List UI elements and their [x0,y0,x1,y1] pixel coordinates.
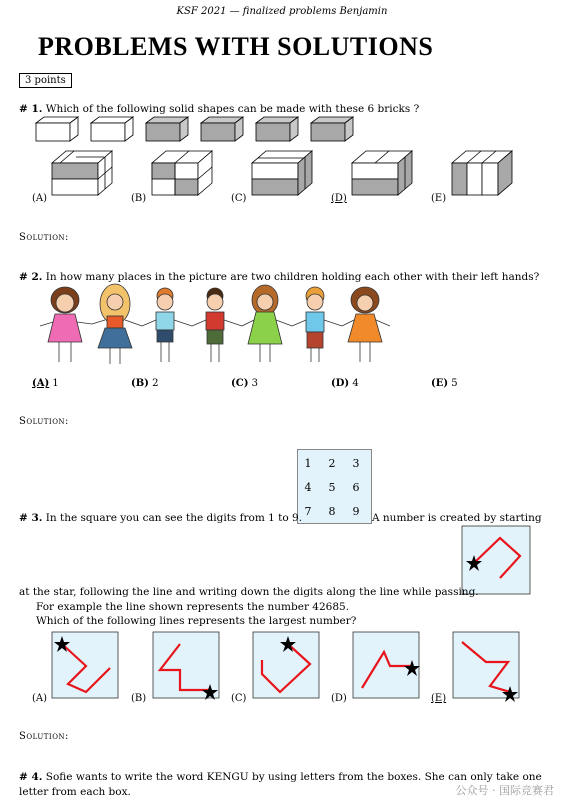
brick-gray-2 [201,117,243,141]
q2-option-c-label: (C) [231,378,249,389]
q3-question [19,512,302,524]
q3-digit-grid [297,449,372,524]
brick-white-1 [36,117,78,141]
digit-1: 1 [304,457,312,470]
q1-number: # 1. [19,103,43,115]
q4-text-2: letter from each box. [19,786,131,798]
q3-option-a[interactable]: (A) [32,693,48,704]
q3-panel-b [153,632,219,700]
q2-option-b-label: (B) [131,378,149,389]
child-2 [92,284,142,364]
page-header: KSF 2021 — finalized problems Benjamin [176,6,388,17]
q2-option-d-value: 4 [352,378,359,389]
digit-2: 2 [328,457,336,470]
watermark: 公众号 · 国际竞赛君 [455,784,554,797]
q2-option-c-value: 3 [251,378,258,389]
q1-option-b[interactable]: (B) [131,193,147,204]
q2-children-picture [30,282,430,372]
q1-bricks-figure [0,113,564,203]
q3-option-d[interactable]: (D) [331,693,347,704]
q2-solution-label: Solution: [19,416,69,427]
q2-option-e-label: (E) [431,378,449,389]
q1-solution-label: Solution: [19,232,69,243]
q3-solution-label: Solution: [19,731,69,742]
shape-e [452,151,512,195]
shape-a [52,151,112,195]
digit-6: 6 [352,481,360,494]
q2-option-d[interactable] [331,378,359,389]
q2-option-e[interactable] [431,378,458,389]
q3-option-e[interactable]: (E) [431,693,447,704]
q1-option-d[interactable]: (D) [331,193,347,204]
q3-panel-c [253,632,319,698]
brick-gray-3 [256,117,298,141]
q3-option-b[interactable]: (B) [131,693,147,704]
q1-option-c[interactable]: (C) [231,193,247,204]
q2-number: # 2. [19,271,43,283]
q2-text: In how many places in the picture are two children holding each other with their left hands? [45,271,540,283]
q3-text-5: Which of the following lines represents the largest number? [36,615,357,627]
brick-white-2 [91,117,133,141]
child-6 [292,287,342,362]
shape-d [352,151,412,195]
child-1 [40,287,92,362]
q2-option-a-label: (A) [32,378,50,389]
digit-8: 8 [328,505,336,518]
q1-text: Which of the following solid shapes can be made with these 6 bricks ? [45,103,420,115]
q3-option-c[interactable]: (C) [231,693,247,704]
q2-option-d-label: (D) [331,378,350,389]
digit-5: 5 [328,481,336,494]
child-5 [242,285,292,362]
page-title: PROBLEMS WITH SOLUTIONS [38,32,434,61]
q3-panel-e [453,632,519,702]
digit-7: 7 [304,505,312,518]
q3-text-2: A number is created by starting [372,512,542,524]
child-3 [142,288,192,362]
q4-text-1: Sofie wants to write the word KENGU by using letters from the boxes. She can only take one [45,771,542,783]
q3-text-1: In the square you can see the digits from 1 to 9. [45,512,303,524]
q3-options-figure [40,632,560,707]
q2-option-b-value: 2 [152,378,159,389]
q4-number: # 4. [19,771,43,783]
q2-option-c[interactable] [231,378,258,389]
shape-c [252,151,312,195]
shape-b [152,151,212,195]
q2-option-a[interactable] [32,378,59,389]
q3-text-4: For example the line shown represents the number 42685. [36,601,350,613]
q3-number: # 3. [19,512,43,524]
q3-panel-d [353,632,420,698]
child-4 [192,288,242,362]
digit-4: 4 [304,481,312,494]
q2-option-e-value: 5 [451,378,458,389]
digit-3: 3 [352,457,360,470]
q3-panel-a [52,632,118,698]
q1-option-e[interactable]: (E) [431,193,447,204]
q1-option-a[interactable]: (A) [32,193,48,204]
q3-text-3: at the star, following the line and writing down the digits along the line while passing. [19,586,479,598]
points-badge: 3 points [19,73,72,88]
child-7 [342,287,390,362]
q2-option-a-value: 1 [52,378,59,389]
brick-gray-4 [311,117,353,141]
q2-option-b[interactable] [131,378,158,389]
brick-gray-1 [146,117,188,141]
digit-9: 9 [352,505,360,518]
